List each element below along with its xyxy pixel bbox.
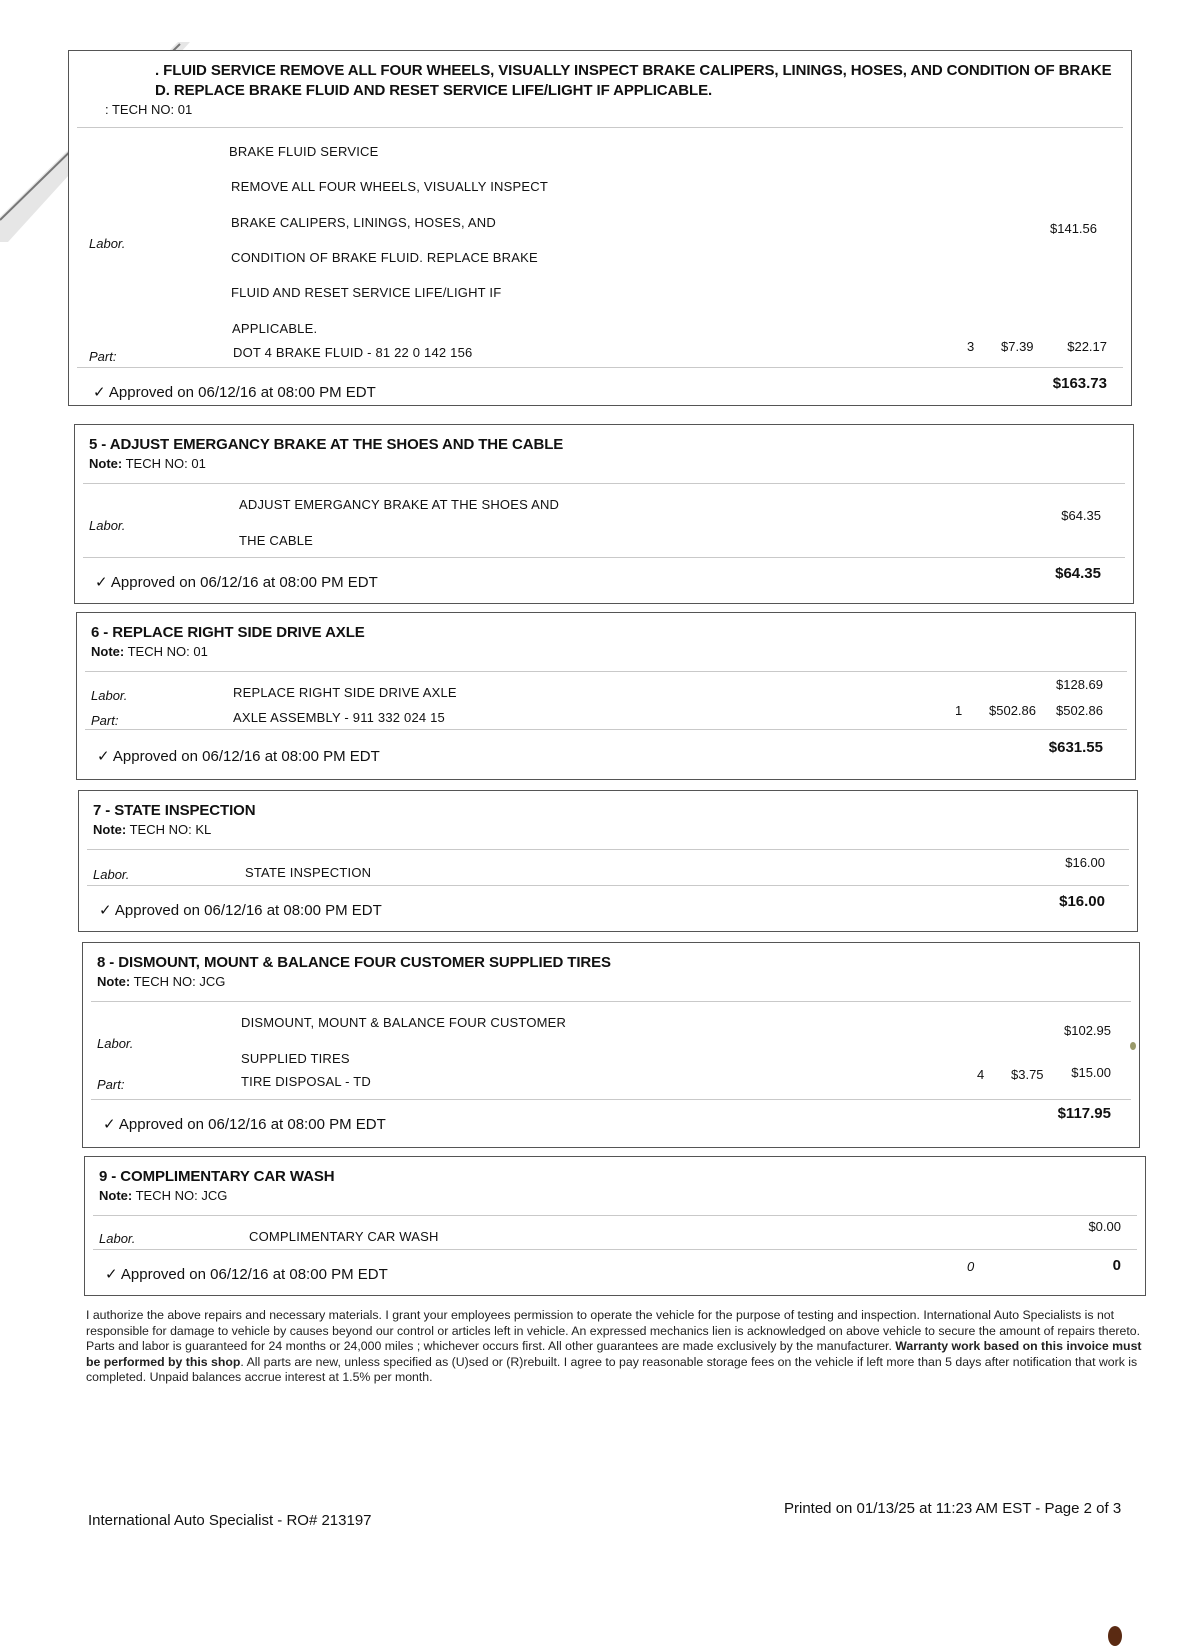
part-label: Part: (97, 1077, 125, 1092)
labor-desc: STATE INSPECTION (245, 865, 372, 880)
labor-desc-line: APPLICABLE. (232, 321, 318, 336)
job-total: $64.35 (1055, 565, 1101, 582)
job-card-drive-axle (76, 612, 1136, 780)
note-label: Note: (93, 822, 127, 837)
labor-desc-line: THE CABLE (239, 533, 314, 548)
divider (85, 729, 1127, 730)
labor-label: Labor. (99, 1231, 136, 1246)
labor-desc-line: DISMOUNT, MOUNT & BALANCE FOUR CUSTOMER (241, 1015, 567, 1030)
job-total: 0 (1112, 1257, 1121, 1274)
divider (77, 127, 1123, 128)
part-amount: $15.00 (1071, 1065, 1111, 1080)
job-note: TECH NO: 01 (125, 456, 206, 471)
job-title: 7 - STATE INSPECTION (93, 802, 256, 819)
footer-printed-page: Printed on 01/13/25 at 11:23 AM EST - Page 2 of 3 (784, 1500, 1122, 1517)
divider (87, 885, 1129, 886)
divider (91, 1001, 1131, 1002)
part-qty: 1 (955, 703, 963, 718)
job-card-state-inspection (78, 790, 1138, 932)
job-title-line2: D. REPLACE BRAKE FLUID AND RESET SERVICE LIFE/LIGHT IF APPLICABLE. (155, 82, 713, 99)
labor-label: Labor. (89, 518, 126, 533)
disclaimer-text: I authorize the above repairs and necessary materials. I grant your employees permission to operate the vehicle for the purpose of testing and inspection. International Auto Specialists is not responsible for damage to vehicle by causes beyond our control or articles left in vehicle. An expressed mechanics lien is acknowledged on above vehicle to secure the amount of repairs thereto. Parts and labor is guaranteed for 24 months or 24,000 miles ; whichever occurs first. All other guarantees are made exclusively by the manufacturer. (86, 1308, 1141, 1353)
job-note: : TECH NO: 01 (105, 102, 193, 117)
part-amount: $502.86 (1056, 703, 1103, 718)
job-title: 6 - REPLACE RIGHT SIDE DRIVE AXLE (91, 624, 365, 641)
disclaimer-warranty-bold: Warranty work based on this invoice must be performed by this shop (86, 1339, 1142, 1369)
part-qty: 3 (967, 339, 975, 354)
labor-label: Labor. (89, 236, 126, 251)
job-card-emergency-brake (74, 424, 1134, 604)
labor-desc: REPLACE RIGHT SIDE DRIVE AXLE (233, 685, 457, 700)
part-desc: AXLE ASSEMBLY - 911 332 024 15 (233, 710, 445, 725)
part-unit-price: $7.39 (1001, 339, 1034, 354)
labor-amount: $64.35 (1061, 508, 1101, 523)
job-total: $631.55 (1048, 739, 1103, 756)
divider (85, 671, 1127, 672)
divider (91, 1099, 1131, 1100)
part-label: Part: (91, 713, 119, 728)
job-title-line1: . FLUID SERVICE REMOVE ALL FOUR WHEELS, VISUALLY INSPECT BRAKE CALIPERS, LININGS, HOSES, AND CONDITION OF BRAKE (155, 62, 1112, 79)
job-total: $16.00 (1059, 893, 1105, 910)
note-label: Note: (99, 1188, 133, 1203)
disclaimer-text-end: . All parts are new, unless specified as (U)sed or (R)rebuilt. I agree to pay reasonable storage fees on the vehicle if left more than 5 days after notification that work is completed. Unpaid balances accrue interest at 1.5% per month. (86, 1354, 1138, 1384)
divider (83, 483, 1125, 484)
labor-desc: COMPLIMENTARY CAR WASH (249, 1229, 439, 1244)
part-label: Part: (89, 349, 117, 364)
job-total: $163.73 (1052, 375, 1107, 392)
authorization-disclaimer (86, 1308, 1146, 1386)
divider (77, 367, 1123, 368)
note-label: Note: (91, 644, 125, 659)
labor-desc-line: ADJUST EMERGANCY BRAKE AT THE SHOES AND (239, 497, 560, 512)
labor-label: Labor. (93, 867, 130, 882)
scan-speck (1130, 1042, 1136, 1050)
labor-amount: $0.00 (1088, 1219, 1121, 1234)
labor-amount: $128.69 (1056, 677, 1103, 692)
note-label: Note: (97, 974, 131, 989)
job-title: 9 - COMPLIMENTARY CAR WASH (99, 1168, 335, 1185)
labor-desc-line: CONDITION OF BRAKE FLUID. REPLACE BRAKE (231, 250, 538, 265)
divider (93, 1215, 1137, 1216)
note-label: Note: (89, 456, 123, 471)
job-card-brake-fluid (68, 50, 1132, 406)
divider (87, 849, 1129, 850)
part-unit-price: $502.86 (989, 703, 1036, 718)
labor-desc-line: REMOVE ALL FOUR WHEELS, VISUALLY INSPECT (231, 179, 548, 194)
labor-amount: $102.95 (1064, 1023, 1111, 1038)
approval-status: ✓ Approved on 06/12/16 at 08:00 PM EDT (103, 1116, 386, 1133)
labor-amount: $141.56 (1050, 221, 1097, 236)
part-desc: TIRE DISPOSAL - TD (241, 1074, 372, 1089)
labor-label: Labor. (97, 1036, 134, 1051)
approval-status: ✓ Approved on 06/12/16 at 08:00 PM EDT (97, 748, 380, 765)
part-amount: $22.17 (1067, 339, 1107, 354)
job-card-car-wash (84, 1156, 1146, 1296)
footer-shop-ro: International Auto Specialist - RO# 213197 (88, 1512, 372, 1529)
approval-status: ✓ Approved on 06/12/16 at 08:00 PM EDT (105, 1266, 388, 1283)
part-desc: DOT 4 BRAKE FLUID - 81 22 0 142 156 (233, 345, 473, 360)
labor-desc-line: BRAKE FLUID SERVICE (229, 144, 379, 159)
part-qty: 4 (977, 1067, 985, 1082)
part-unit-price: $3.75 (1011, 1067, 1044, 1082)
job-title: 8 - DISMOUNT, MOUNT & BALANCE FOUR CUSTOMER SUPPLIED TIRES (97, 954, 611, 971)
divider (93, 1249, 1137, 1250)
labor-desc-line: SUPPLIED TIRES (241, 1051, 350, 1066)
job-note: TECH NO: KL (129, 822, 212, 837)
job-note: TECH NO: JCG (135, 1188, 228, 1203)
job-total: $117.95 (1057, 1105, 1111, 1122)
job-card-tires (82, 942, 1140, 1148)
labor-amount: $16.00 (1065, 855, 1105, 870)
scan-speck (1108, 1626, 1122, 1646)
labor-desc-line: BRAKE CALIPERS, LININGS, HOSES, AND (231, 215, 496, 230)
job-title: 5 - ADJUST EMERGANCY BRAKE AT THE SHOES AND THE CABLE (89, 436, 564, 453)
approval-status: ✓ Approved on 06/12/16 at 08:00 PM EDT (93, 384, 376, 401)
labor-desc-line: FLUID AND RESET SERVICE LIFE/LIGHT IF (231, 285, 502, 300)
approval-status: ✓ Approved on 06/12/16 at 08:00 PM EDT (95, 574, 378, 591)
approval-value: 0 (967, 1259, 975, 1274)
job-note: TECH NO: JCG (133, 974, 226, 989)
approval-status: ✓ Approved on 06/12/16 at 08:00 PM EDT (99, 902, 382, 919)
divider (83, 557, 1125, 558)
job-note: TECH NO: 01 (127, 644, 208, 659)
labor-label: Labor. (91, 688, 128, 703)
